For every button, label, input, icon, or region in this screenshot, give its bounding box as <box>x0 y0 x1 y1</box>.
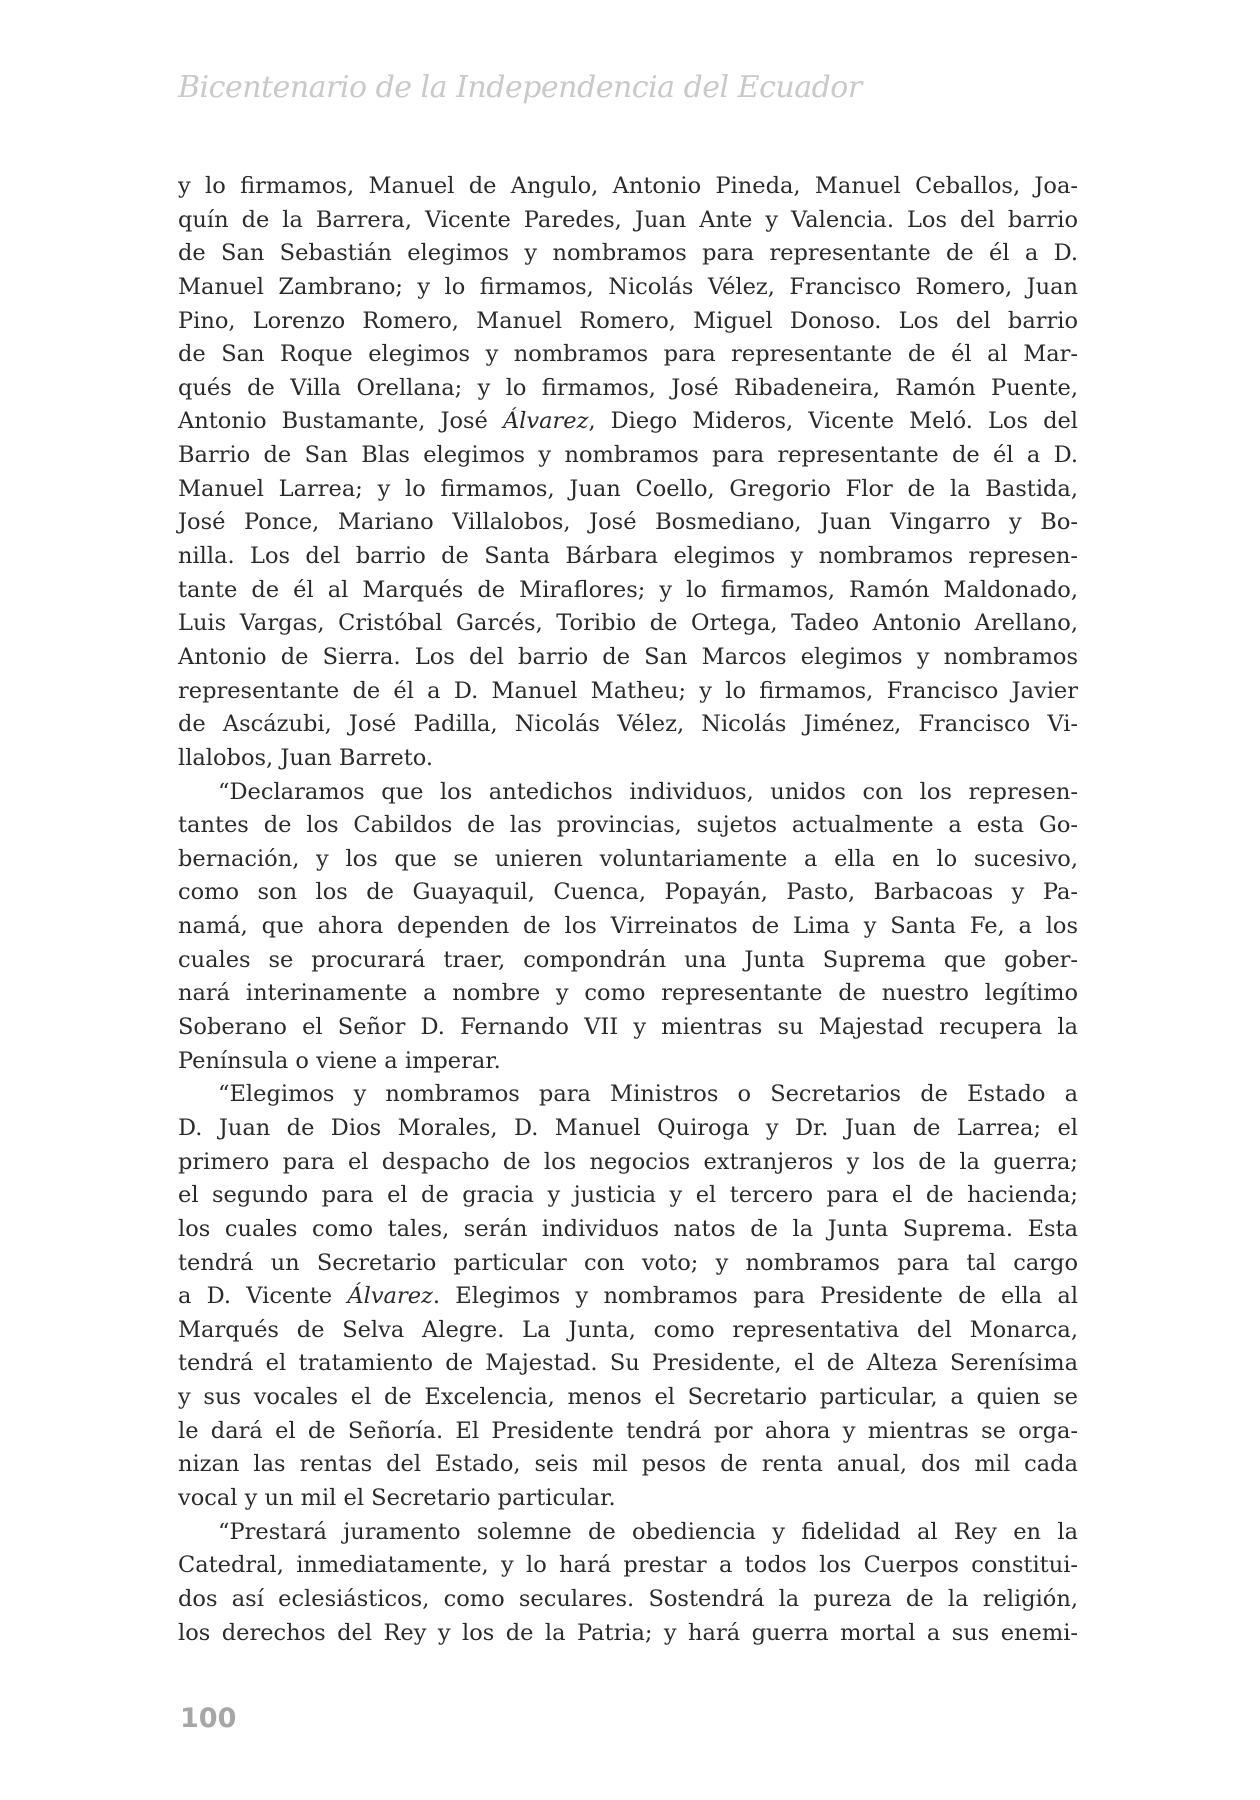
text-line: nilla. Los del barrio de Santa Bárbara elegimos y nombramos represen- <box>178 543 1078 570</box>
text-line: Península o viene a imperar. <box>178 1047 501 1074</box>
text-line: tante de él al Marqués de Miraflores; y lo firmamos, Ramón Maldonado, <box>178 576 1078 603</box>
text-line: namá, que ahora dependen de los Virreinatos de Lima y Santa Fe, a los <box>178 913 1078 940</box>
text-line: “Elegimos y nombramos para Ministros o Secretarios de Estado a <box>218 1081 1078 1108</box>
text-line: Pino, Lorenzo Romero, Manuel Romero, Miguel Donoso. Los del barrio <box>178 307 1078 334</box>
text-line: Antonio Bustamante, José Álvarez, Diego Mideros, Vicente Meló. Los del <box>178 408 1078 435</box>
text-line: nará interinamente a nombre y como representante de nuestro legítimo <box>178 980 1078 1007</box>
text-line: los cuales como tales, serán individuos natos de la Junta Suprema. Esta <box>178 1215 1078 1242</box>
text-line: “Prestará juramento solemne de obediencia y fidelidad al Rey en la <box>218 1518 1078 1545</box>
text-line: Luis Vargas, Cristóbal Garcés, Toribio de Ortega, Tadeo Antonio Arellano, <box>178 610 1078 637</box>
body-text <box>178 170 1078 1650</box>
text-line: de San Roque elegimos y nombramos para representante de él al Mar- <box>178 341 1078 368</box>
page-number: 100 <box>180 1703 237 1734</box>
text-line: José Ponce, Mariano Villalobos, José Bosmediano, Juan Vingarro y Bo- <box>178 509 1078 536</box>
text-line: y sus vocales el de Excelencia, menos el Secretario particular, a quien se <box>178 1384 1078 1411</box>
text-line: como son los de Guayaquil, Cuenca, Popayán, Pasto, Barbacoas y Pa- <box>178 879 1078 906</box>
text-line: el segundo para el de gracia y justicia y el tercero para el de hacienda; <box>178 1182 1078 1209</box>
text-line: Manuel Zambrano; y lo firmamos, Nicolás Vélez, Francisco Romero, Juan <box>178 273 1078 300</box>
text-line: representante de él a D. Manuel Matheu; y lo firmamos, Francisco Javier <box>178 677 1078 704</box>
text-line: vocal y un mil el Secretario particular. <box>178 1484 616 1511</box>
text-line: Catedral, inmediatamente, y lo hará prestar a todos los Cuerpos constitui- <box>178 1552 1078 1579</box>
text-line: “Declaramos que los antedichos individuos, unidos con los represen- <box>218 778 1078 805</box>
paragraph <box>178 170 1078 776</box>
text-line: de San Sebastián elegimos y nombramos para representante de él a D. <box>178 240 1078 267</box>
text-line: tendrá el tratamiento de Majestad. Su Presidente, el de Alteza Serenísima <box>178 1350 1078 1377</box>
text-line: Soberano el Señor D. Fernando VII y mientras su Majestad recupera la <box>178 1014 1078 1041</box>
text-line: Marqués de Selva Alegre. La Junta, como representativa del Monarca, <box>178 1316 1078 1343</box>
paragraph <box>178 776 1078 1079</box>
text-line: D. Juan de Dios Morales, D. Manuel Quiroga y Dr. Juan de Larrea; el <box>178 1114 1078 1141</box>
text-line: Barrio de San Blas elegimos y nombramos para representante de él a D. <box>178 442 1078 469</box>
text-line: y lo firmamos, Manuel de Angulo, Antonio Pineda, Manuel Ceballos, Joa- <box>178 173 1078 199</box>
text-line: cuales se procurará traer, compondrán una Junta Suprema que gober- <box>178 946 1078 973</box>
italic-name: Álvarez <box>502 408 589 435</box>
text-line: llalobos, Juan Barreto. <box>178 744 434 771</box>
text-line: los derechos del Rey y los de la Patria; y hará guerra mortal a sus enemi- <box>178 1619 1078 1646</box>
text-line: qués de Villa Orellana; y lo firmamos, José Ribadeneira, Ramón Puente, <box>178 374 1078 401</box>
paragraph <box>178 1516 1078 1651</box>
text-line: Antonio de Sierra. Los del barrio de San Marcos elegimos y nombramos <box>178 643 1078 670</box>
text-line: le dará el de Señoría. El Presidente tendrá por ahora y mientras se orga- <box>178 1417 1078 1444</box>
text-line: de Ascázubi, José Padilla, Nicolás Vélez, Nicolás Jiménez, Francisco Vi- <box>178 711 1078 738</box>
text-line: primero para el despacho de los negocios extranjeros y los de la guerra; <box>178 1148 1078 1175</box>
text-line: tantes de los Cabildos de las provincias, sujetos actualmente a esta Go- <box>178 812 1078 839</box>
text-line: tendrá un Secretario particular con voto; y nombramos para tal cargo <box>178 1249 1078 1276</box>
running-header: Bicentenario de la Independencia del Ecuador <box>178 70 862 105</box>
italic-name: Álvarez <box>347 1283 433 1310</box>
text-line: a D. Vicente Álvarez. Elegimos y nombramos para Presidente de ella al <box>178 1283 1079 1310</box>
text-line: dos así eclesiásticos, como seculares. Sostendrá la pureza de la religión, <box>178 1585 1078 1612</box>
text-line: nizan las rentas del Estado, seis mil pesos de renta anual, dos mil cada <box>178 1451 1078 1478</box>
text-line: Manuel Larrea; y lo firmamos, Juan Coello, Gregorio Flor de la Bastida, <box>178 475 1078 502</box>
paragraph <box>178 1078 1078 1515</box>
text-line: quín de la Barrera, Vicente Paredes, Juan Ante y Valencia. Los del barrio <box>178 206 1078 233</box>
text-line: bernación, y los que se unieren voluntariamente a ella en lo sucesivo, <box>178 845 1078 872</box>
